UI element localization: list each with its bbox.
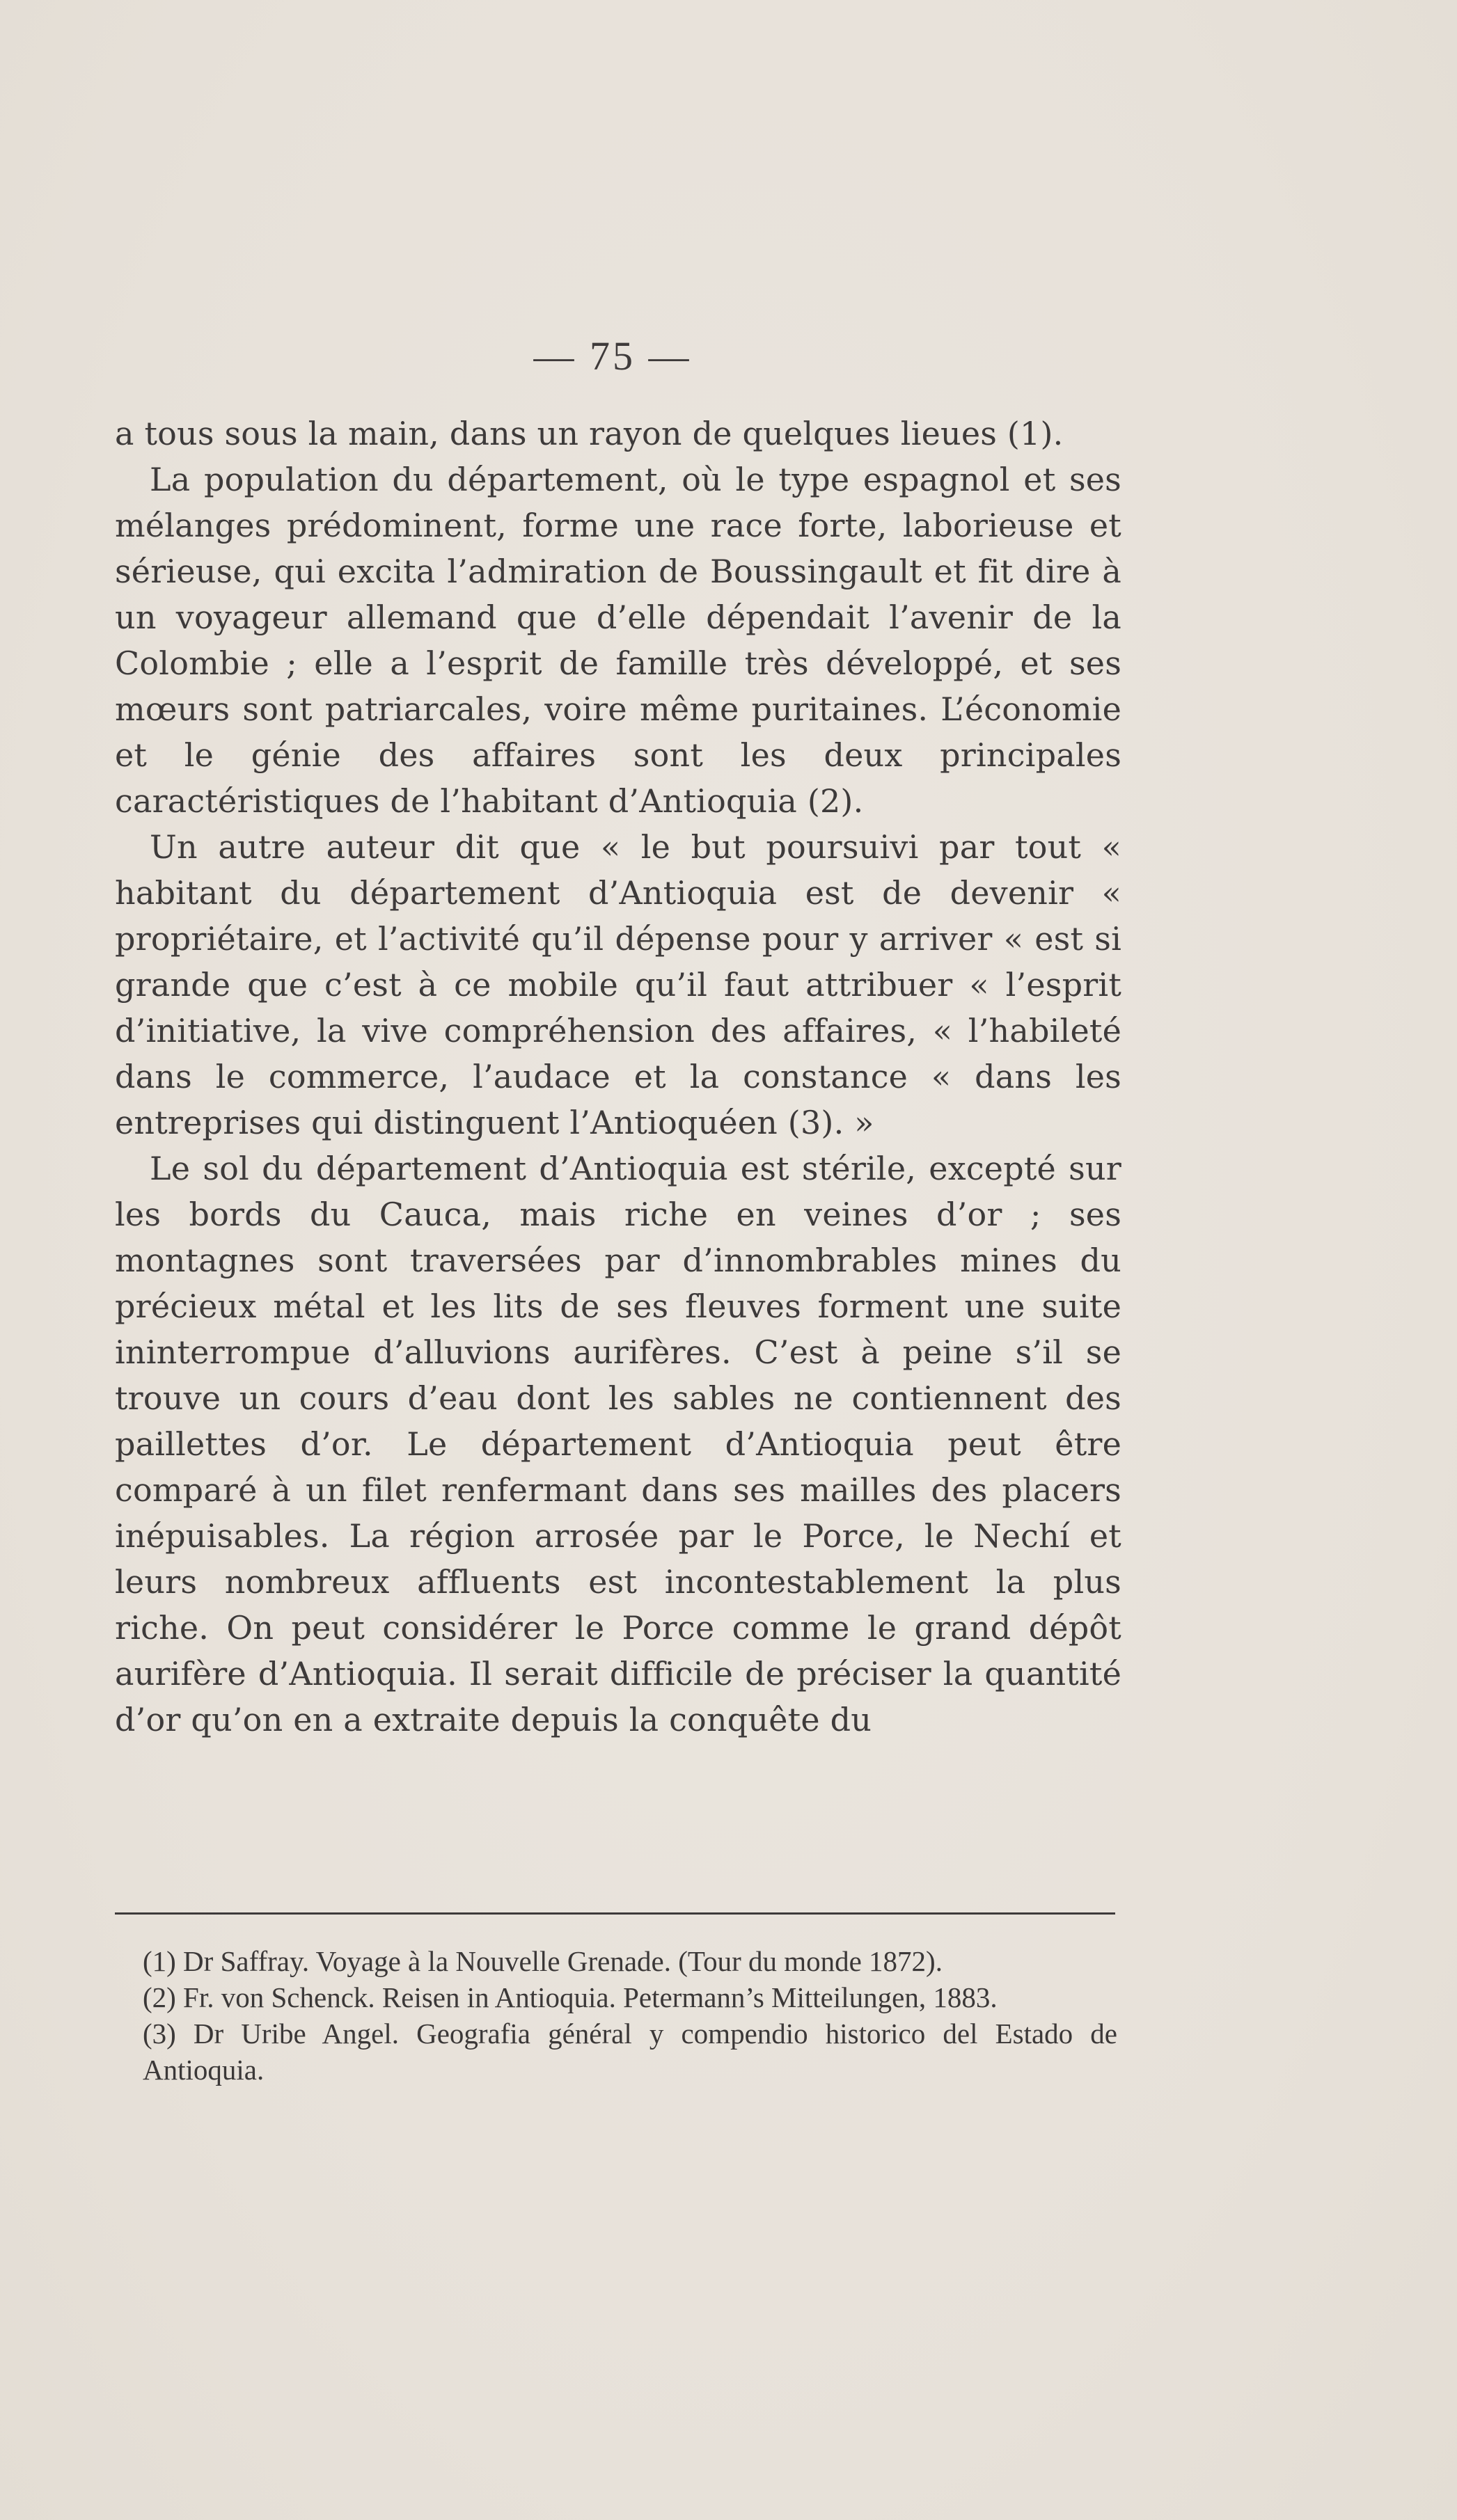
footnote-divider [115,1912,1115,1915]
page-number: — 75 — [533,333,692,379]
paragraph-population: La population du département, où le type espagnol et ses mélanges prédominent, forme une race forte, laborieuse et sérieuse, qui excita l’admiration de Boussingault et fit dire à un voyageur allemand que d’elle dépendait l’avenir de la Colombie ; elle a l’esprit de famille très développé, et ses mœurs sont patriarcales, voire même puritaines. L’économie et le génie des affaires sont les deux principales caractéristiques de l’habitant d’Antioquia (2). [115,461,1121,820]
footnote-1: (1) Dr Saffray. Voyage à la Nouvelle Grenade. (Tour du monde 1872). [143,1945,943,1977]
footnotes [115,1943,1117,2088]
footnote-2: (2) Fr. von Schenck. Reisen in Antioquia. Petermann’s Mitteilungen, 1883. [143,1981,998,2013]
footnote-3: (3) Dr Uribe Angel. Geografia général y compendio historico del Estado de Antioquia. [143,2018,1117,2086]
body-text [115,411,1121,1743]
paragraph-continuation: a tous sous la main, dans un rayon de quelques lieues (1). [115,415,1064,452]
paragraph-quotation: Un autre auteur dit que « le but poursuivi par tout « habitant du département d’Antioquia est de devenir « propriétaire, et l’activité qu’il dépense pour y arriver « est si grande que c’est à ce mobile qu’il faut attribuer « l’esprit d’initiative, la vive compréhension des affaires, « l’habileté dans le commerce, l’audace et la constance « dans les entreprises qui distinguent l’Antioquéen (3). » [115,828,1121,1141]
paragraph-gold-soil: Le sol du département d’Antioquia est stérile, excepté sur les bords du Cauca, mais riche en veines d’or ; ses montagnes sont traversées par d’innombrables mines du précieux métal et les lits de ses fleuves forment une suite ininterrompue d’alluvions aurifères. C’est à peine s’il se trouve un cours d’eau dont les sables ne contiennent des paillettes d’or. Le département d’Antioquia peut être comparé à un filet renfermant dans ses mailles des placers inépuisables. La région arrosée par le Porce, le Nechí et leurs nombreux affluents est incontestablement la plus riche. On peut considérer le Porce comme le grand dépôt aurifère d’Antioquia. Il serait difficile de préciser la quantité d’or qu’on en a extraite depuis la conquête du [115,1150,1121,1738]
